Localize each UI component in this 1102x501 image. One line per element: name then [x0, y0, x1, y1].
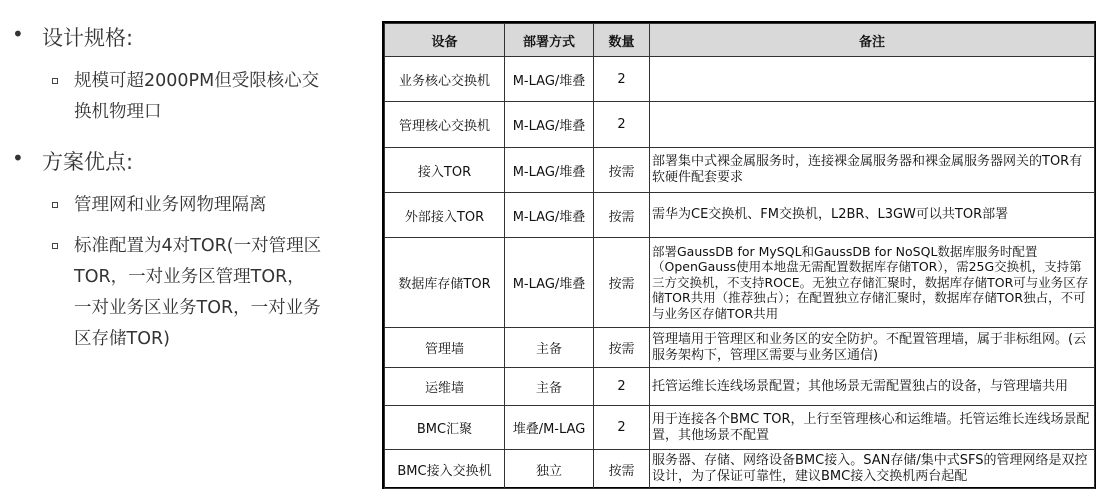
header-note: 备注: [650, 24, 1095, 57]
bullet-dot-icon: •: [12, 146, 24, 170]
header-mode: 部署方式: [505, 24, 594, 57]
table-row: BMC汇聚 堆叠/M-LAG 2 用于连接各个BMC TOR，上行至管理核心和运维墙。托管运维长连线场景配置，其他场景不配置: [385, 406, 1095, 450]
table-row: BMC接入交换机 独立 按需 服务器、存储、网络设备BMC接入。SAN存储/集中式SFS的管理网络是双控设计，为了保证可靠性，建议BMC接入交换机两台起配: [385, 450, 1095, 489]
square-bullet-icon: [52, 202, 58, 208]
section-title: 方案优点:: [42, 150, 134, 174]
table-row: 数据库存储TOR M-LAG/堆叠 按需 部署GaussDB for MySQL和GaussDB for NoSQL数据库服务时配置（OpenGauss使用本地盘无需配置数据库存储TOR），需25G交换机，支持第三方交换机，不支持ROCE。无独立存储汇聚时，数据库存储TOR可与业务区存储TOR共用（推荐独占）；在配置独立存储汇聚时，数据库存储TOR独占，不可与业务区存储TOR共用: [385, 238, 1095, 328]
section-title: 设计规格:: [42, 26, 134, 50]
header-device: 设备: [385, 24, 505, 57]
bullet-dot-icon: •: [12, 22, 24, 46]
table-header-row: [385, 24, 1095, 57]
header-qty: 数量: [594, 24, 650, 57]
table-row: 管理核心交换机 M-LAG/堆叠 2: [385, 102, 1095, 148]
table-row: 运维墙 主备 2 托管运维长连线场景配置；其他场景无需配置独占的设备，与管理墙共用: [385, 368, 1095, 406]
square-bullet-icon: [52, 243, 58, 249]
device-table: [382, 21, 1096, 489]
table-row: 业务核心交换机 M-LAG/堆叠 2: [385, 57, 1095, 102]
square-bullet-icon: [52, 78, 58, 84]
table-row: 接入TOR M-LAG/堆叠 按需 部署集中式裸金属服务时，连接裸金属服务器和裸金属服务器网关的TOR有软硬件配套要求: [385, 148, 1095, 193]
table-row: 外部接入TOR M-LAG/堆叠 按需 需华为CE交换机、FM交换机，L2BR、L3GW可以共TOR部署: [385, 193, 1095, 238]
table-row: 管理墙 主备 按需 管理墙用于管理区和业务区的安全防护。不配置管理墙，属于非标组网。(云服务架构下，管理区需要与业务区通信): [385, 328, 1095, 368]
